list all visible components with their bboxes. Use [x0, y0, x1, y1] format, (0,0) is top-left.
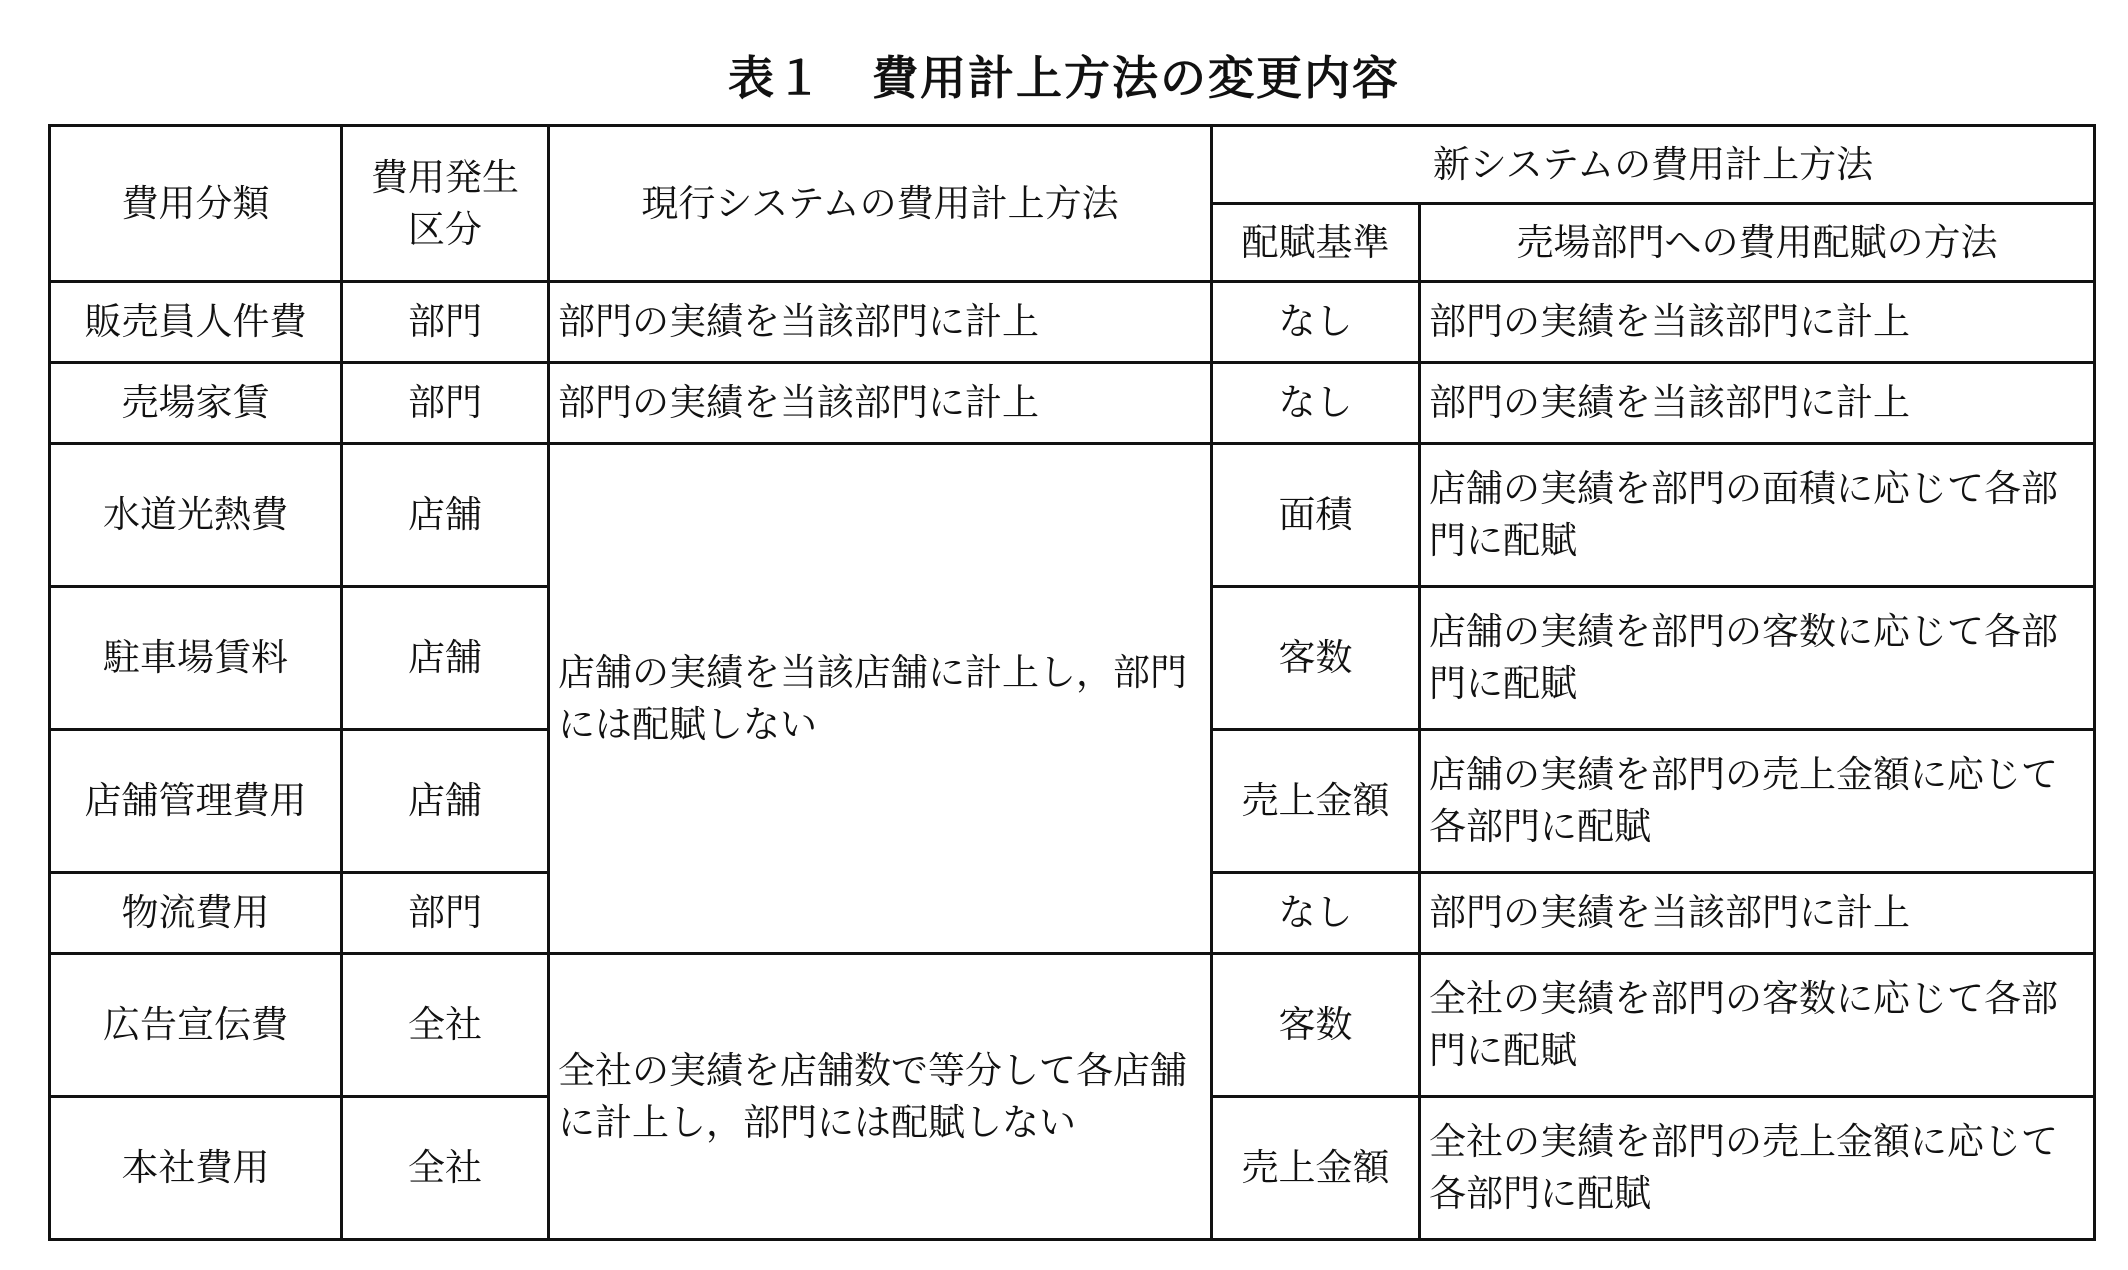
cost-category-cell: 店舗管理費用 — [50, 730, 342, 873]
header-allocation-basis: 配賦基準 — [1212, 204, 1420, 282]
header-cost-origin-line2: 区分 — [408, 207, 482, 251]
cost-origin-cell: 店舗 — [342, 730, 549, 873]
allocation-method-cell: 部門の実績を当該部門に計上 — [1420, 363, 2095, 444]
allocation-basis-cell: なし — [1212, 363, 1420, 444]
cost-origin-cell: 全社 — [342, 1097, 549, 1240]
allocation-method-cell: 部門の実績を当該部門に計上 — [1420, 873, 2095, 954]
allocation-method-cell: 店舗の実績を部門の面積に応じて各部門に配賦 — [1420, 444, 2095, 587]
cost-origin-cell: 店舗 — [342, 444, 549, 587]
cost-origin-cell: 部門 — [342, 873, 549, 954]
allocation-basis-cell: 客数 — [1212, 954, 1420, 1097]
current-method-cell-merged: 店舗の実績を当該店舗に計上し，部門には配賦しない — [549, 444, 1212, 954]
cost-method-table — [48, 124, 2096, 1241]
cost-category-cell: 本社費用 — [50, 1097, 342, 1240]
header-cost-category: 費用分類 — [50, 126, 342, 282]
header-row — [50, 126, 2095, 204]
table-row — [50, 282, 2095, 363]
allocation-basis-cell: なし — [1212, 873, 1420, 954]
allocation-method-cell: 全社の実績を部門の売上金額に応じて各部門に配賦 — [1420, 1097, 2095, 1240]
allocation-method-cell: 全社の実績を部門の客数に応じて各部門に配賦 — [1420, 954, 2095, 1097]
cost-category-cell: 水道光熱費 — [50, 444, 342, 587]
table-row — [50, 444, 2095, 587]
current-method-cell: 部門の実績を当該部門に計上 — [549, 363, 1212, 444]
allocation-basis-cell: 面積 — [1212, 444, 1420, 587]
cost-category-cell: 駐車場賃料 — [50, 587, 342, 730]
table-row — [50, 363, 2095, 444]
allocation-method-cell: 部門の実績を当該部門に計上 — [1420, 282, 2095, 363]
allocation-basis-cell: なし — [1212, 282, 1420, 363]
header-allocation-method: 売場部門への費用配賦の方法 — [1420, 204, 2095, 282]
table-row — [50, 954, 2095, 1097]
header-cost-origin — [342, 126, 549, 282]
allocation-method-cell: 店舗の実績を部門の売上金額に応じて各部門に配賦 — [1420, 730, 2095, 873]
allocation-method-cell: 店舗の実績を部門の客数に応じて各部門に配賦 — [1420, 587, 2095, 730]
header-new-method: 新システムの費用計上方法 — [1212, 126, 2095, 204]
cost-category-cell: 売場家賃 — [50, 363, 342, 444]
cost-origin-cell: 店舗 — [342, 587, 549, 730]
header-current-method: 現行システムの費用計上方法 — [549, 126, 1212, 282]
header-cost-origin-line1: 費用発生 — [371, 155, 519, 199]
cost-origin-cell: 全社 — [342, 954, 549, 1097]
cost-origin-cell: 部門 — [342, 282, 549, 363]
allocation-basis-cell: 客数 — [1212, 587, 1420, 730]
table-title: 表１ 費用計上方法の変更内容 — [728, 51, 1400, 105]
cost-category-cell: 販売員人件費 — [50, 282, 342, 363]
allocation-basis-cell: 売上金額 — [1212, 730, 1420, 873]
cost-category-cell: 物流費用 — [50, 873, 342, 954]
current-method-cell-merged: 全社の実績を店舗数で等分して各店舗に計上し，部門には配賦しない — [549, 954, 1212, 1240]
current-method-cell: 部門の実績を当該部門に計上 — [549, 282, 1212, 363]
allocation-basis-cell: 売上金額 — [1212, 1097, 1420, 1240]
cost-origin-cell: 部門 — [342, 363, 549, 444]
cost-category-cell: 広告宣伝費 — [50, 954, 342, 1097]
